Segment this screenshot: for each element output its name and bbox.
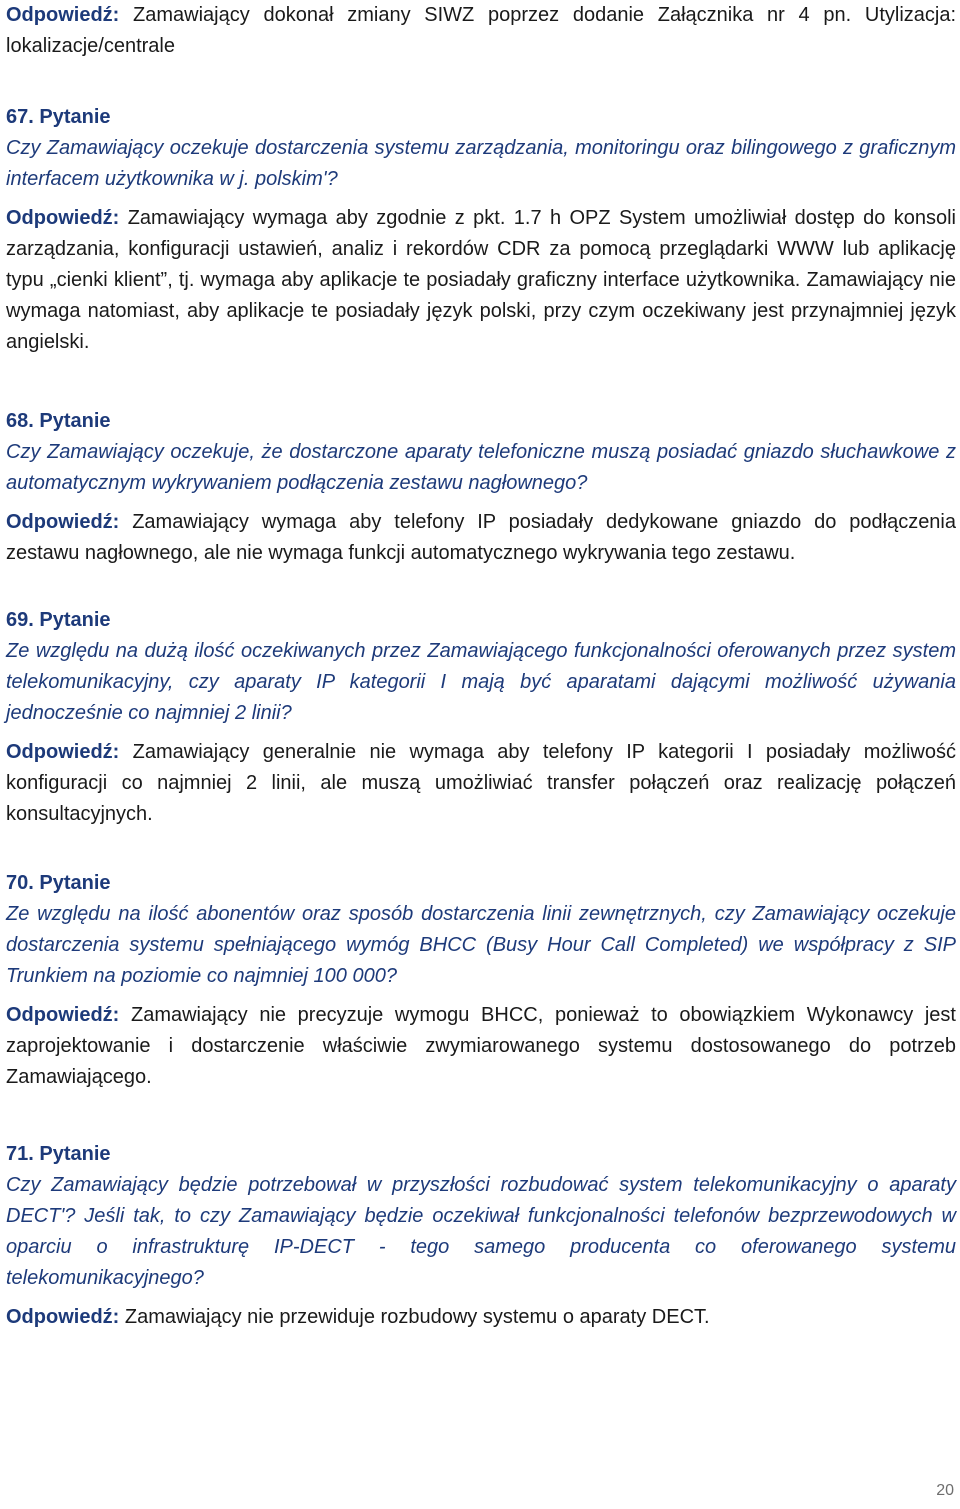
answer-label: Odpowiedź: <box>6 1004 120 1026</box>
answer-paragraph <box>6 203 956 358</box>
answer-text: Zamawiający nie przewiduje rozbudowy systemu o aparaty DECT. <box>124 1306 710 1328</box>
intro-answer <box>6 0 956 62</box>
question-text: Czy Zamawiający oczekuje dostarczenia systemu zarządzania, monitoringu oraz bilingowego z graficznym interfacem użytkownika w j. polskim'? <box>6 137 956 190</box>
question-text: Czy Zamawiający oczekuje, że dostarczone aparaty telefoniczne muszą posiadać gniazdo słuchawkowe z automatycznym wykrywaniem podłączenia zestawu nagłownego? <box>6 441 956 494</box>
page-number: 20 <box>936 1482 954 1499</box>
answer-paragraph <box>6 737 956 830</box>
answer-paragraph <box>6 1000 956 1093</box>
question-text: Ze względu na dużą ilość oczekiwanych przez Zamawiającego funkcjonalności oferowanych przez system telekomunikacyjny, czy aparaty IP kategorii I mają być aparatami dającymi możliwość używania jednocześnie co najmniej 2 linii? <box>6 640 956 724</box>
question-text: Ze względu na ilość abonentów oraz sposób dostarczenia linii zewnętrznych, czy Zamawiający oczekuje dostarczenia systemu spełniającego wymóg BHCC (Busy Hour Call Completed) we współpracy z SIP Trunkiem na poziomie co najmniej 100 000? <box>6 903 956 987</box>
question-70 <box>6 868 956 1093</box>
question-heading: 69. Pytanie <box>6 609 111 631</box>
answer-label: Odpowiedź: <box>6 511 120 533</box>
answer-label: Odpowiedź: <box>6 4 120 26</box>
answer-paragraph <box>6 1302 956 1333</box>
answer-label: Odpowiedź: <box>6 207 120 229</box>
question-text: Czy Zamawiający będzie potrzebował w przyszłości rozbudować system telekomunikacyjny o aparaty DECT'? Jeśli tak, to czy Zamawiający będzie oczekiwał funkcjonalności telefonów bezprzewodowych w oparciu o infrastrukturę IP-DECT - tego samego producenta co oferowanego systemu telekomunikacyjnego? <box>6 1174 956 1289</box>
question-68 <box>6 406 956 569</box>
question-67 <box>6 102 956 358</box>
document-page <box>6 0 956 1367</box>
answer-label: Odpowiedź: <box>6 741 120 763</box>
answer-text: Zamawiający wymaga aby telefony IP posiadały dedykowane gniazdo do podłączenia zestawu nagłownego, ale nie wymaga funkcji automatycznego wykrywania tego zestawu. <box>6 511 957 564</box>
question-71 <box>6 1139 956 1333</box>
question-69 <box>6 605 956 830</box>
question-heading: 67. Pytanie <box>6 106 111 128</box>
answer-text: Zamawiający wymaga aby zgodnie z pkt. 1.7 h OPZ System umożliwiał dostęp do konsoli zarządzania, konfiguracji ustawień, analiz i rekordów CDR za pomocą przeglądarki WWW lub aplikację typu „cienki klient”, tj. wymaga aby aplikacje te posiadały graficzny interface użytkownika. Zamawiający nie wymaga natomiast, aby aplikacje te posiadały język polski, przy czym oczekiwany jest przynajmniej język angielski. <box>6 207 956 353</box>
answer-text: Zamawiający dokonał zmiany SIWZ poprzez dodanie Załącznika nr 4 pn. Utylizacja: lokalizacje/centrale <box>6 4 957 57</box>
intro-paragraph <box>6 0 956 62</box>
question-heading: 68. Pytanie <box>6 410 111 432</box>
answer-paragraph <box>6 507 956 569</box>
answer-label: Odpowiedź: <box>6 1306 120 1328</box>
answer-text: Zamawiający generalnie nie wymaga aby telefony IP kategorii I posiadały możliwość konfiguracji co najmniej 2 linii, ale muszą umożliwiać transfer połączeń oraz realizację połączeń konsultacyjnych. <box>6 741 956 825</box>
question-heading: 71. Pytanie <box>6 1143 111 1165</box>
answer-text: Zamawiający nie precyzuje wymogu BHCC, ponieważ to obowiązkiem Wykonawcy jest zaprojektowanie i dostarczenie właściwie zwymiarowanego systemu dostosowanego do potrzeb Zamawiającego. <box>6 1004 956 1088</box>
question-heading: 70. Pytanie <box>6 872 111 894</box>
